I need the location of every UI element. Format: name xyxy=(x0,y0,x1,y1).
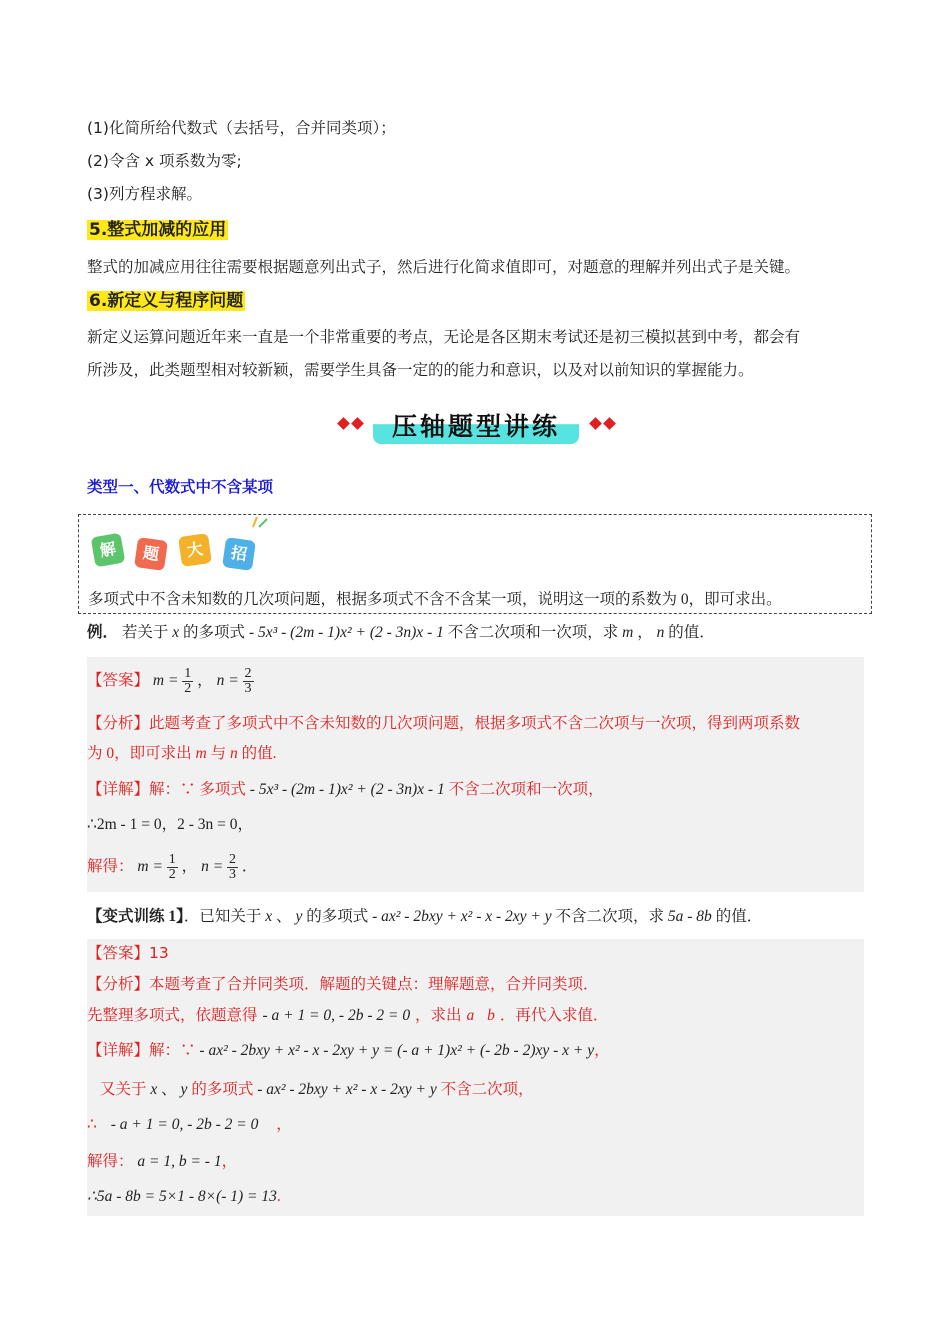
variant-mid: 的多项式 xyxy=(306,908,369,925)
example-label: 例． xyxy=(87,624,119,641)
analysis-tag: 【分析】 xyxy=(87,975,150,993)
section-banner xyxy=(335,404,617,444)
answer-2-solve xyxy=(87,1151,237,1173)
answer-1-tag: 【答案】 xyxy=(87,672,150,690)
fraction-numerator: 1 xyxy=(184,666,192,681)
diamond-icon xyxy=(589,417,602,430)
fraction-denominator: 2 xyxy=(184,681,192,696)
solve-m: m = xyxy=(137,858,163,876)
also-dot: 、 xyxy=(161,1081,177,1098)
detail-tag: 【详解】 xyxy=(87,1042,150,1059)
also-pre: 又关于 xyxy=(100,1081,147,1098)
tip-text: 多项式中不含未知数的几次项问题，根据多项式不含不含某一项，说明这一项的系数为 0，即可求出。 xyxy=(88,591,782,608)
diamond-icon xyxy=(603,417,616,430)
detail-post: 不含二次项和一次项， xyxy=(448,781,604,798)
example-pre: 若关于 xyxy=(121,624,169,641)
example-end: 的值． xyxy=(668,624,715,641)
spark-icon xyxy=(251,513,271,529)
therefore-symbol: ∴ xyxy=(87,1116,97,1133)
answer-1-m-fraction xyxy=(182,667,193,696)
var-n: n xyxy=(229,745,238,762)
answer-1-comma: ， xyxy=(197,672,213,690)
banner-title: 压轴题型讲练 xyxy=(391,412,560,441)
detail-polynomial: - 5x³ - (2m - 1)x² + (2 - 3n)x - 1 xyxy=(249,781,445,798)
solve-end: ， xyxy=(221,1153,238,1170)
answer-1-analysis-line-2 xyxy=(87,743,277,765)
analysis-a: a xyxy=(466,1007,475,1024)
solve-equation: a = 1, b = - 1 xyxy=(137,1153,222,1170)
analysis-equation: - a + 1 = 0, - 2b - 2 = 0 xyxy=(262,1007,411,1024)
variant-post: 不含二次项，求 xyxy=(555,908,665,925)
section-5-title: 5.整式加减的应用 xyxy=(89,220,227,240)
diamond-icon xyxy=(337,417,350,430)
variant-polynomial: - ax² - 2bxy + x² - x - 2xy + y xyxy=(372,908,552,925)
analysis-mid: ，求出 xyxy=(415,1006,462,1024)
analysis-b: b xyxy=(487,1007,495,1024)
section-6-heading xyxy=(87,290,245,312)
section-6-body-line-2: 所涉及，此类题型相对较新颖，需要学生具备一定的的能力和意识，以及对以前知识的掌握能力。 xyxy=(87,361,754,379)
tip-tile-4: 招 xyxy=(222,537,256,571)
fraction-numerator: 2 xyxy=(229,852,237,867)
tip-tile-2: 题 xyxy=(134,537,168,571)
variant-dot: 、 xyxy=(276,908,292,925)
tip-tile-1: 解 xyxy=(91,533,126,568)
solve-n-fraction xyxy=(227,853,238,882)
fraction-denominator: 2 xyxy=(168,867,176,882)
fraction-denominator: 3 xyxy=(229,867,237,882)
detail-pre: 解：∵ 多项式 xyxy=(149,781,246,798)
also-mid: 的多项式 xyxy=(191,1081,254,1098)
analysis-pre: 先整理多项式，依题意得 xyxy=(87,1006,258,1024)
answer-2-analysis-2 xyxy=(87,1004,608,1027)
step-3: (3)列方程求解。 xyxy=(87,185,202,203)
fraction-numerator: 1 xyxy=(168,852,176,867)
variant-label: 【变式训练 1】 xyxy=(87,908,184,925)
fraction-denominator: 3 xyxy=(244,681,252,696)
example-polynomial: - 5x³ - (2m - 1)x² + (2 - 3n)x - 1 xyxy=(248,624,444,641)
answer-2-therefore xyxy=(87,1114,292,1136)
tip-tile-3: 大 xyxy=(178,533,212,567)
variant-1-question xyxy=(87,906,762,928)
diamond-icon xyxy=(351,417,364,430)
final-equation: ∴5a - 8b = 5×1 - 8×(- 1) = 13 xyxy=(87,1188,277,1205)
tip-box xyxy=(78,514,872,614)
analysis-and: 与 xyxy=(210,745,227,762)
type-1-title: 类型一、代数式中不含某项 xyxy=(87,478,274,496)
answer-1-therefore: ∴2m - 1 = 0，2 - 3n = 0， xyxy=(87,816,253,833)
answer-1-n-fraction xyxy=(243,667,254,696)
var-m: m xyxy=(195,745,207,762)
analysis-text: 此题考查了多项式中不含未知数的几次项问题，根据多项式不含二次项与一次项，得到两项系数 xyxy=(149,715,801,732)
section-6-body-line-1: 新定义运算问题近年来一直是一个非常重要的考点，无论是各区期末考试还是初三模拟甚到中考，都会有 xyxy=(87,328,801,346)
solve-label: 解得： xyxy=(87,1153,134,1170)
fraction-numerator: 2 xyxy=(244,666,252,681)
detail-equation: - ax² - 2bxy + x² - x - 2xy + y = (- a + 1)x² + (- 2b - 2)xy - x + y xyxy=(199,1042,595,1059)
answer-2-tag: 【答案】 xyxy=(87,944,150,962)
solve-m-fraction xyxy=(167,853,178,882)
variant-target: 5a - 8b xyxy=(667,908,712,925)
answer-2-line xyxy=(87,942,169,964)
variant-x: x xyxy=(265,908,273,925)
answer-1-solve xyxy=(87,853,257,882)
answer-1-line xyxy=(87,667,254,696)
analysis-end: 的值. xyxy=(241,745,277,762)
solve-label: 解得： xyxy=(87,858,134,876)
section-5-body: 整式的加减应用往往需要根据题意列出式子，然后进行化简求值即可，对题意的理解并列出式子是关键。 xyxy=(87,258,801,276)
variant-end: 的值． xyxy=(715,908,763,925)
answer-1-m-label: m = xyxy=(152,672,179,690)
analysis-text: 本题考查了合并同类项．解题的关键点：理解题意，合并同类项． xyxy=(149,975,599,993)
also-polynomial: - ax² - 2bxy + x² - x - 2xy + y xyxy=(257,1081,437,1098)
step-1: (1)化简所给代数式（去括号，合并同类项）； xyxy=(87,119,396,137)
analysis-tag: 【分析】 xyxy=(87,715,150,732)
solve-end: ． xyxy=(241,858,258,876)
example-var-x: x xyxy=(172,624,180,641)
answer-1-n-label: n = xyxy=(216,672,239,690)
also-post: 不含二次项， xyxy=(440,1081,534,1098)
answer-2-final xyxy=(87,1186,281,1208)
example-var-n: n xyxy=(656,624,665,641)
variant-y: y xyxy=(295,908,303,925)
answer-2-value: 13 xyxy=(149,944,169,962)
answer-1-analysis-line-1 xyxy=(87,713,800,735)
example-mid: 的多项式 xyxy=(183,624,246,641)
example-question xyxy=(87,622,715,644)
section-6-title: 6.新定义与程序问题 xyxy=(89,291,244,311)
analysis-end: ．再代入求值． xyxy=(499,1006,609,1024)
detail-tag: 【详解】 xyxy=(87,781,150,798)
solve-n: n = xyxy=(201,858,224,876)
detail-pre: 解： xyxy=(149,1042,181,1059)
detail-comma: ， xyxy=(594,1042,610,1059)
therefore-equation: - a + 1 = 0, - 2b - 2 = 0 xyxy=(110,1116,259,1133)
answer-2-also xyxy=(100,1079,534,1101)
example-sep: ， xyxy=(637,624,653,641)
example-post: 不含二次项和一次项，求 xyxy=(447,624,619,641)
variant-pre: ．已知关于 xyxy=(183,908,262,925)
analysis-text: 为 0，即可求出 xyxy=(87,745,192,762)
therefore-end: ， xyxy=(276,1116,292,1133)
section-5-heading xyxy=(87,219,228,241)
answer-2-analysis-1 xyxy=(87,973,599,995)
answer-2-detail xyxy=(87,1040,610,1062)
because-symbol: ∵ xyxy=(180,1042,196,1059)
final-end: . xyxy=(276,1188,281,1205)
answer-1-detail xyxy=(87,779,604,801)
solve-comma: ， xyxy=(181,858,198,876)
example-var-m: m xyxy=(622,624,634,641)
also-x: x xyxy=(150,1081,158,1098)
step-2: (2)令含 x 项系数为零; xyxy=(87,152,242,170)
also-y: y xyxy=(180,1081,188,1098)
